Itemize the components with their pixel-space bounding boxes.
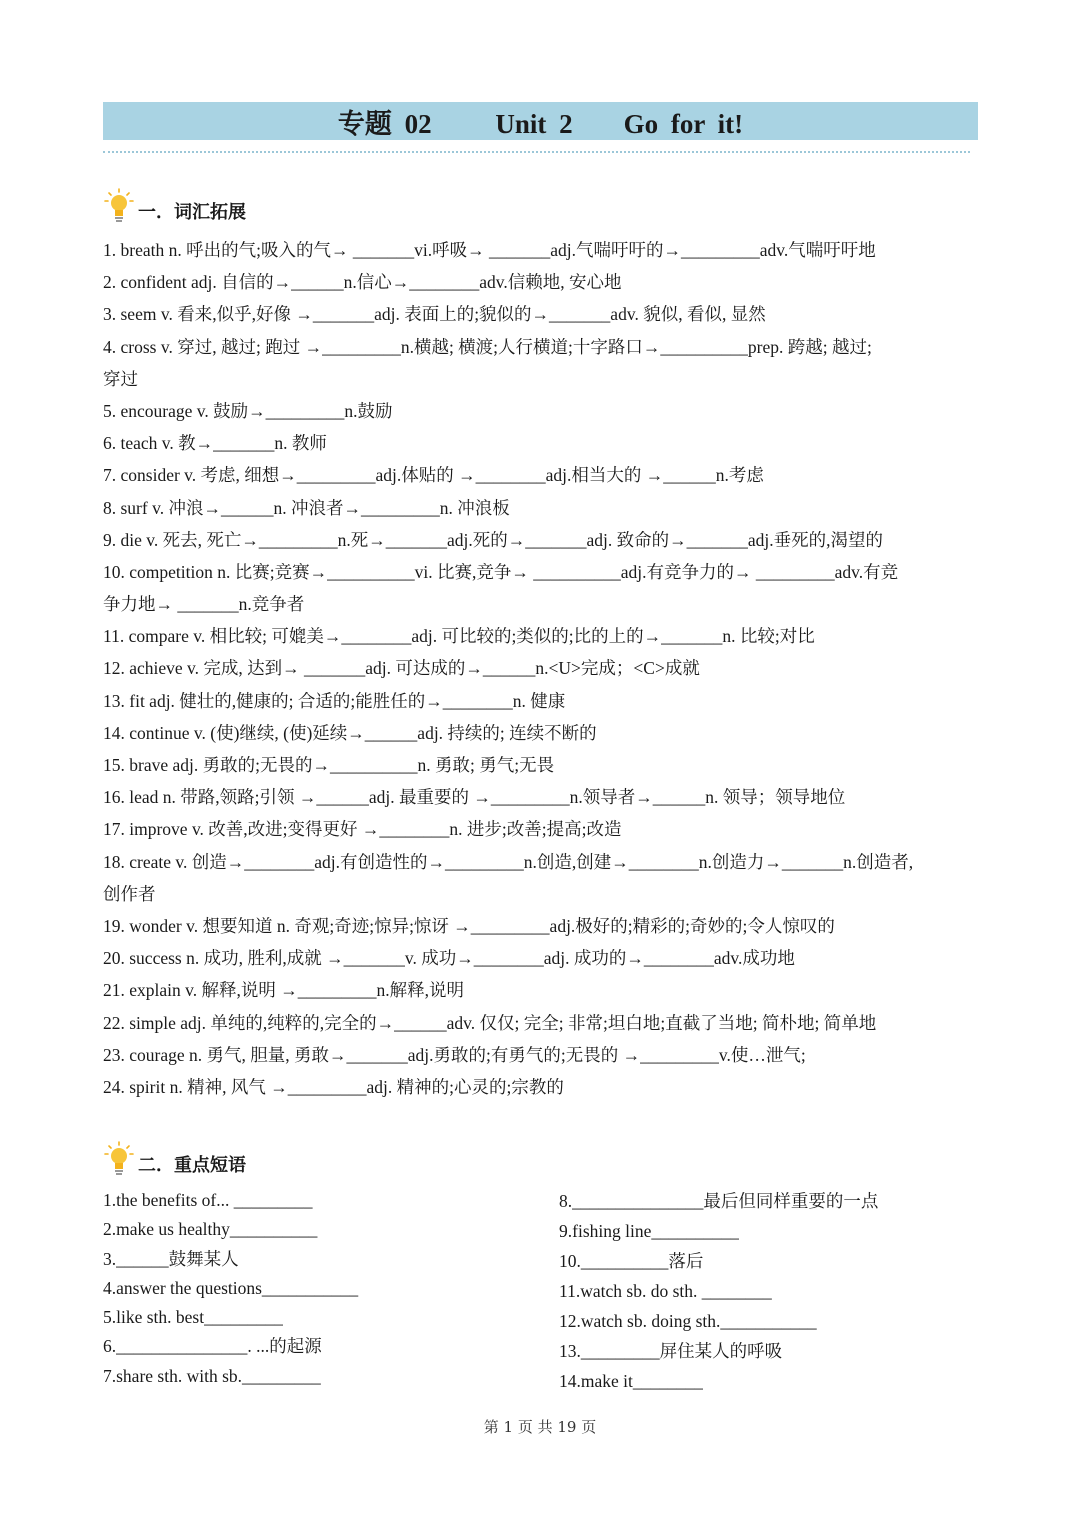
phrase-item: 11.watch sb. do sth. ________ — [559, 1281, 772, 1301]
vocab-item: 4. cross v. 穿过, 越过; 跑过 →_________n.横越; 横渡;人行横道;十字路口→__________prep. 跨越; 越过; — [103, 336, 872, 357]
vocab-item: 19. wonder v. 想要知道 n. 奇观;奇迹;惊异;惊讶 →_________adj.极好的;精彩的;奇妙的;令人惊叹的 — [103, 915, 835, 936]
vocab-item: 8. surf v. 冲浪→______n. 冲浪者→_________n. 冲浪板 — [103, 497, 510, 518]
title-divider — [103, 151, 970, 153]
vocab-item: 23. courage n. 勇气, 胆量, 勇敢→_______adj.勇敢的;有勇气的;无畏的 →_________v.使…泄气; — [103, 1044, 806, 1065]
vocab-item-continuation: 穿过 — [103, 368, 138, 389]
vocab-item: 10. competition n. 比赛;竞赛→__________vi. 比赛,竞争→ __________adj.有竞争力的→ _________adv.有竞 — [103, 561, 899, 582]
section-phrases-title: 二．重点短语 — [138, 1155, 246, 1176]
page-footer: 第 1 页 共 19 页 — [483, 1418, 597, 1436]
vocab-item: 7. consider v. 考虑, 细想→_________adj.体贴的 →________adj.相当大的 →______n.考虑 — [103, 465, 764, 486]
phrase-item: 5.like sth. best_________ — [103, 1307, 283, 1328]
vocab-item: 14. continue v. (使)继续, (使)延续→______adj. 持续的; 连续不断的 — [103, 722, 597, 743]
phrase-item: 14.make it________ — [559, 1371, 703, 1391]
title-bar — [103, 102, 978, 140]
vocab-item: 18. create v. 创造→________adj.有创造性的→_________n.创造,创建→________n.创造力→_______n.创造者, — [103, 851, 914, 872]
phrases-right-column — [559, 1186, 989, 1396]
page-title: 专题 02 Unit 2 Go for it! — [337, 108, 744, 139]
vocab-item-continuation: 创作者 — [103, 883, 156, 904]
phrase-item: 2.make us healthy__________ — [103, 1219, 318, 1240]
phrase-item: 8._______________最后但同样重要的一点 — [559, 1191, 879, 1211]
vocab-item: 9. die v. 死去, 死亡→_________n.死→_______adj.死的→_______adj. 致命的→_______adj.垂死的,渴望的 — [103, 529, 884, 550]
phrases-left-column — [103, 1186, 533, 1391]
vocab-item: 15. brave adj. 勇敢的;无畏的→__________n. 勇敢; 勇气;无畏 — [103, 755, 555, 775]
vocab-item: 1. breath n. 呼出的气;吸入的气→ _______vi.呼吸→ _______adj.气喘吁吁的→_________adv.气喘吁吁地 — [103, 240, 876, 260]
phrase-item: 13._________屏住某人的呼吸 — [559, 1341, 783, 1361]
phrase-item: 10.__________落后 — [559, 1251, 704, 1271]
section-phrases-header — [104, 1141, 246, 1179]
vocab-item: 5. encourage v. 鼓励→_________n.鼓励 — [103, 400, 393, 421]
phrase-item: 1.the benefits of... _________ — [103, 1190, 313, 1210]
vocab-item: 3. seem v. 看来,似乎,好像 →_______adj. 表面上的;貌似的→_______adv. 貌似, 看似, 显然 — [103, 304, 766, 325]
lightbulb-icon — [104, 188, 136, 226]
vocab-item: 16. lead n. 带路,领路;引领 →______adj. 最重要的 →_________n.领导者→______n. 领导；领导地位 — [103, 787, 846, 808]
phrase-item: 12.watch sb. doing sth.___________ — [559, 1311, 817, 1331]
phrase-item: 3.______鼓舞某人 — [103, 1248, 239, 1269]
vocab-item: 2. confident adj. 自信的→______n.信心→________adv.信赖地, 安心地 — [103, 272, 622, 293]
section-vocab-title: 一．词汇拓展 — [138, 202, 246, 223]
phrase-item: 4.answer the questions___________ — [103, 1277, 359, 1298]
vocab-list — [103, 234, 983, 1103]
phrase-item: 9.fishing line__________ — [559, 1221, 739, 1241]
vocab-item: 13. fit adj. 健壮的,健康的; 合适的;能胜任的→________n. 健康 — [103, 690, 566, 711]
vocab-item-continuation: 争力地→ _______n.竞争者 — [103, 594, 305, 615]
section-vocab-header — [104, 188, 246, 226]
vocab-item: 11. compare v. 相比较; 可媲美→________adj. 可比较的;类似的;比的上的→_______n. 比较;对比 — [103, 626, 815, 647]
vocab-item: 17. improve v. 改善,改进;变得更好 →________n. 进步;改善;提高;改造 — [103, 819, 622, 840]
phrase-item: 6._______________. ...的起源 — [103, 1336, 322, 1357]
vocab-item: 20. success n. 成功, 胜利,成就 →_______v. 成功→________adj. 成功的→________adv.成功地 — [103, 948, 795, 969]
vocab-item: 6. teach v. 教→_______n. 教师 — [103, 433, 327, 454]
vocab-item: 22. simple adj. 单纯的,纯粹的,完全的→______adv. 仅仅; 完全; 非常;坦白地;直截了当地; 简朴地; 简单地 — [103, 1012, 877, 1033]
lightbulb-icon — [104, 1141, 136, 1179]
phrase-item: 7.share sth. with sb._________ — [103, 1365, 321, 1386]
vocab-item: 12. achieve v. 完成, 达到→ _______adj. 可达成的→______n.<U>完成；<C>成就 — [103, 658, 700, 679]
vocab-item: 24. spirit n. 精神, 风气 →_________adj. 精神的;心灵的;宗教的 — [103, 1076, 564, 1097]
vocab-item: 21. explain v. 解释,说明 →_________n.解释,说明 — [103, 980, 464, 1001]
